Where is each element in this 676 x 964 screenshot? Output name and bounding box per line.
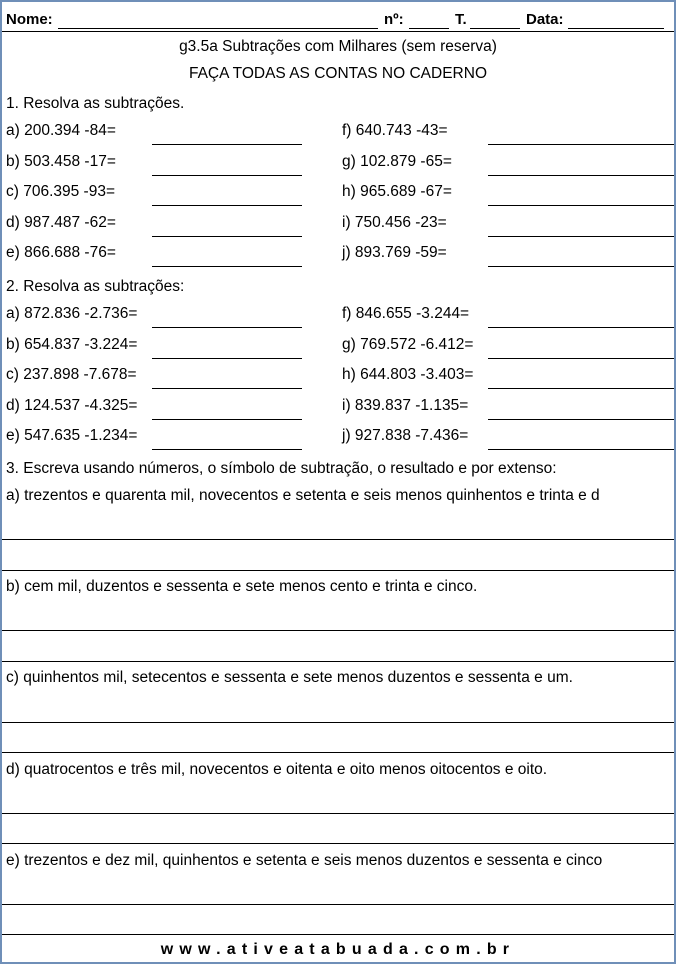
s3-item-a: a) trezentos e quarenta mil, novecentos e setenta e seis menos quinhentos e trinta e d [6, 487, 600, 504]
s2-problem-d: d) 124.537 -4.325= [6, 397, 138, 414]
name-field-line[interactable] [58, 28, 378, 29]
s1-problem-g: g) 102.879 -65= [342, 153, 452, 170]
s2-problem-f: f) 846.655 -3.244= [342, 305, 470, 322]
header-divider [2, 31, 674, 32]
s2-answer-line-j[interactable] [488, 449, 674, 450]
s2-answer-line-i[interactable] [488, 419, 674, 420]
s3-writing-line-d1[interactable] [2, 813, 674, 814]
s3-item-b: b) cem mil, duzentos e sessenta e sete menos cento e trinta e cinco. [6, 578, 478, 595]
s3-writing-line-d2[interactable] [2, 843, 674, 844]
worksheet-title: g3.5a Subtrações com Milhares (sem reserva) [179, 38, 497, 55]
s2-problem-h: h) 644.803 -3.403= [342, 366, 474, 383]
s3-writing-line-c2[interactable] [2, 752, 674, 753]
s2-answer-line-c[interactable] [152, 388, 302, 389]
s1-problem-i: i) 750.456 -23= [342, 214, 447, 231]
s1-problem-e: e) 866.688 -76= [6, 244, 116, 261]
date-field-line[interactable] [568, 28, 664, 29]
number-field-line[interactable] [409, 28, 449, 29]
s2-answer-line-d[interactable] [152, 419, 302, 420]
worksheet-instruction: FAÇA TODAS AS CONTAS NO CADERNO [188, 65, 487, 82]
s1-answer-line-d[interactable] [152, 236, 302, 237]
s2-problem-a: a) 872.836 -2.736= [6, 305, 138, 322]
s2-problem-j: j) 927.838 -7.436= [342, 427, 469, 444]
s1-problem-c: c) 706.395 -93= [6, 183, 116, 200]
s1-answer-line-i[interactable] [488, 236, 674, 237]
class-label: T. [455, 11, 467, 28]
s3-writing-line-b1[interactable] [2, 630, 674, 631]
s2-problem-c: c) 237.898 -7.678= [6, 366, 137, 383]
s2-answer-line-f[interactable] [488, 327, 674, 328]
s3-writing-line-b2[interactable] [2, 661, 674, 662]
s1-problem-a: a) 200.394 -84= [6, 122, 116, 139]
s2-answer-line-e[interactable] [152, 449, 302, 450]
s1-answer-line-e[interactable] [152, 266, 302, 267]
s1-answer-line-c[interactable] [152, 205, 302, 206]
s2-problem-i: i) 839.837 -1.135= [342, 397, 469, 414]
s3-item-e: e) trezentos e dez mil, quinhentos e setenta e seis menos duzentos e sessenta e cinco [6, 852, 603, 869]
s2-problem-b: b) 654.837 -3.224= [6, 336, 138, 353]
s1-problem-d: d) 987.487 -62= [6, 214, 116, 231]
section2-heading: 2. Resolva as subtrações: [6, 278, 185, 295]
s1-answer-line-b[interactable] [152, 175, 302, 176]
s2-answer-line-a[interactable] [152, 327, 302, 328]
s3-item-d: d) quatrocentos e três mil, novecentos e oitenta e oito menos oitocentos e oito. [6, 761, 548, 778]
s1-problem-f: f) 640.743 -43= [342, 122, 448, 139]
s3-writing-line-c1[interactable] [2, 722, 674, 723]
number-label: nº: [384, 11, 404, 28]
s1-problem-j: j) 893.769 -59= [342, 244, 447, 261]
class-field-line[interactable] [470, 28, 520, 29]
s3-item-c: c) quinhentos mil, setecentos e sessenta e sete menos duzentos e sessenta e um. [6, 669, 573, 686]
footer-website: www.ativeatabuada.com.br [160, 941, 516, 958]
s1-problem-h: h) 965.689 -67= [342, 183, 452, 200]
s1-answer-line-g[interactable] [488, 175, 674, 176]
s3-writing-line-e2[interactable] [2, 934, 674, 935]
s2-answer-line-h[interactable] [488, 388, 674, 389]
s1-answer-line-f[interactable] [488, 144, 674, 145]
s2-answer-line-b[interactable] [152, 358, 302, 359]
name-label: Nome: [6, 11, 53, 28]
s1-problem-b: b) 503.458 -17= [6, 153, 116, 170]
s3-writing-line-e1[interactable] [2, 904, 674, 905]
s2-answer-line-g[interactable] [488, 358, 674, 359]
s3-writing-line-a2[interactable] [2, 570, 674, 571]
s2-problem-e: e) 547.635 -1.234= [6, 427, 138, 444]
section3-heading: 3. Escreva usando números, o símbolo de subtração, o resultado e por extenso: [6, 460, 557, 477]
s1-answer-line-h[interactable] [488, 205, 674, 206]
section1-heading: 1. Resolva as subtrações. [6, 95, 185, 112]
s1-answer-line-a[interactable] [152, 144, 302, 145]
s3-writing-line-a1[interactable] [2, 539, 674, 540]
s2-problem-g: g) 769.572 -6.412= [342, 336, 474, 353]
s1-answer-line-j[interactable] [488, 266, 674, 267]
date-label: Data: [526, 11, 564, 28]
